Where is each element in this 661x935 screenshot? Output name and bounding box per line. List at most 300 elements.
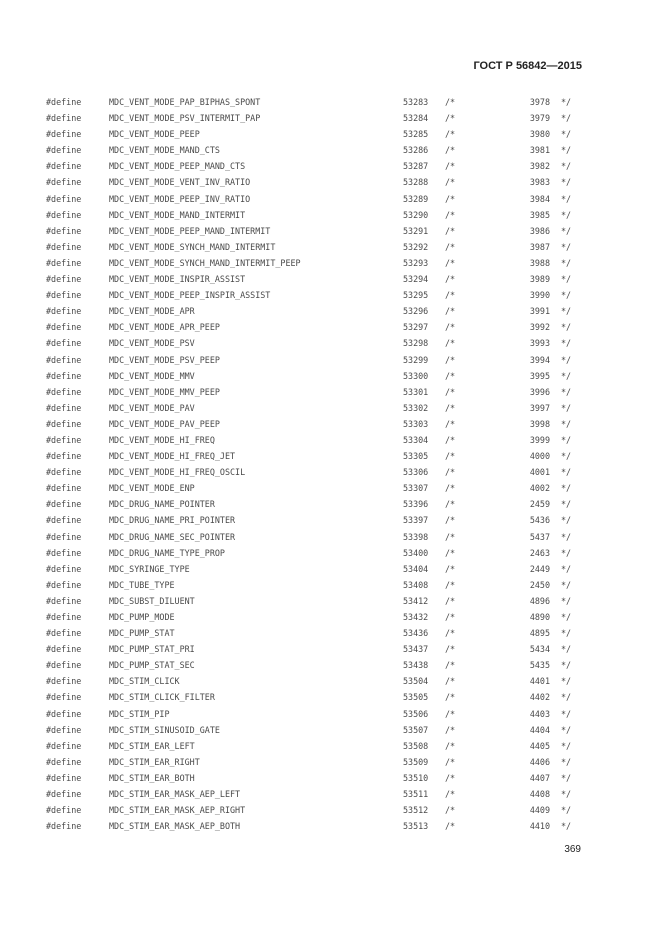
reference-number: 3982 [529,161,550,172]
comment-open: /* [445,418,456,429]
constant-name: MDC_STIM_EAR_MASK_AEP_RIGHT [109,805,246,816]
constant-code: 53307 [403,483,429,494]
constant-code: 53505 [403,692,429,703]
reference-number: 4402 [529,692,550,703]
comment-open: /* [445,499,456,510]
comment-close: */ [561,161,572,172]
constant-code: 53295 [403,290,429,301]
comment-close: */ [561,692,572,703]
define-keyword: #define [46,129,82,140]
constant-name: MDC_SYRINGE_TYPE [109,563,190,574]
comment-open: /* [445,177,456,188]
comment-open: /* [445,531,456,542]
comment-close: */ [561,595,572,606]
comment-close: */ [561,418,572,429]
comment-open: /* [445,113,456,124]
reference-number: 3996 [529,386,550,397]
constant-name: MDC_VENT_MODE_PEEP_MAND_INTERMIT [109,225,271,236]
comment-open: /* [445,547,456,558]
reference-number: 2459 [529,499,550,510]
reference-number: 3985 [529,209,550,220]
define-line [46,738,586,754]
reference-number: 4409 [529,805,550,816]
reference-number: 4890 [529,612,550,622]
constant-name: MDC_VENT_MODE_VENT_INV_RATIO [109,177,251,188]
comment-open: /* [445,628,456,639]
constant-name: MDC_VENT_MODE_MMV_PEEP [109,386,220,397]
reference-number: 4001 [529,467,550,478]
reference-number: 4410 [529,821,550,832]
constant-code: 53306 [403,467,429,478]
constant-name: MDC_DRUG_NAME_POINTER [109,499,215,510]
comment-close: */ [561,113,572,124]
define-keyword: #define [46,660,82,671]
define-keyword: #define [46,402,82,413]
constant-code: 53294 [403,274,429,285]
define-line [46,223,586,239]
reference-number: 3997 [529,402,550,413]
define-line [46,158,586,174]
comment-open: /* [445,756,456,767]
constant-name: MDC_VENT_MODE_MAND_INTERMIT [109,209,246,220]
reference-number: 2450 [529,579,550,590]
comment-close: */ [561,97,572,107]
define-keyword: #define [46,772,82,783]
reference-number: 3988 [529,257,550,268]
comment-close: */ [561,290,572,301]
reference-number: 4896 [529,595,550,606]
define-line [46,303,586,319]
define-line [46,577,586,593]
comment-close: */ [561,209,572,220]
comment-open: /* [445,97,456,107]
define-keyword: #define [46,241,82,252]
define-keyword: #define [46,547,82,558]
constant-code: 53438 [403,660,429,671]
define-line [46,239,586,255]
comment-open: /* [445,306,456,317]
define-keyword: #define [46,161,82,172]
constant-code: 53299 [403,354,429,365]
page-number: 369 [564,844,581,855]
constant-name: MDC_VENT_MODE_PSV_INTERMIT_PAP [109,113,261,124]
constant-code: 53303 [403,418,429,429]
reference-number: 3979 [529,113,550,124]
comment-open: /* [445,354,456,365]
constant-code: 53301 [403,386,429,397]
comment-open: /* [445,322,456,333]
comment-open: /* [445,789,456,800]
constant-name: MDC_STIM_EAR_RIGHT [109,756,200,767]
define-keyword: #define [46,708,82,719]
comment-open: /* [445,402,456,413]
define-keyword: #define [46,451,82,462]
define-line [46,142,586,158]
comment-close: */ [561,402,572,413]
define-keyword: #define [46,612,82,622]
define-keyword: #define [46,274,82,285]
reference-number: 3980 [529,129,550,140]
define-keyword: #define [46,821,82,832]
reference-number: 4000 [529,451,550,462]
comment-close: */ [561,145,572,156]
comment-close: */ [561,805,572,816]
constant-code: 53398 [403,531,429,542]
define-keyword: #define [46,257,82,268]
comment-open: /* [445,805,456,816]
define-keyword: #define [46,467,82,478]
constant-name: MDC_TUBE_TYPE [109,579,175,590]
constant-code: 53511 [403,789,429,800]
define-keyword: #define [46,97,82,107]
comment-close: */ [561,531,572,542]
constant-name: MDC_VENT_MODE_PAV_PEEP [109,418,220,429]
reference-number: 4895 [529,628,550,639]
comment-open: /* [445,434,456,445]
comment-close: */ [561,483,572,494]
constant-name: MDC_STIM_CLICK_FILTER [109,692,215,703]
define-line [46,770,586,786]
comment-close: */ [561,225,572,236]
define-line [46,529,586,545]
define-keyword: #define [46,338,82,349]
comment-open: /* [445,257,456,268]
comment-open: /* [445,209,456,220]
comment-open: /* [445,644,456,655]
reference-number: 3978 [529,97,550,107]
constant-name: MDC_VENT_MODE_APR [109,306,195,317]
comment-close: */ [561,644,572,655]
define-keyword: #define [46,789,82,800]
define-line [46,384,586,400]
comment-open: /* [445,724,456,735]
define-keyword: #define [46,177,82,188]
reference-number: 5436 [529,515,550,526]
define-keyword: #define [46,740,82,751]
define-line [46,319,586,335]
define-keyword: #define [46,418,82,429]
comment-open: /* [445,290,456,301]
define-line [46,448,586,464]
define-line [46,94,586,110]
reference-number: 3990 [529,290,550,301]
define-line [46,657,586,673]
comment-open: /* [445,595,456,606]
define-line [46,110,586,126]
reference-number: 3995 [529,370,550,381]
comment-open: /* [445,386,456,397]
reference-number: 2449 [529,563,550,574]
constant-name: MDC_STIM_EAR_LEFT [109,740,195,751]
constant-name: MDC_STIM_EAR_MASK_AEP_LEFT [109,789,241,800]
constant-code: 53304 [403,434,429,445]
comment-close: */ [561,386,572,397]
comment-open: /* [445,467,456,478]
constant-code: 53289 [403,193,429,204]
constant-code: 53300 [403,370,429,381]
define-line [46,368,586,384]
define-keyword: #define [46,113,82,124]
reference-number: 4404 [529,724,550,735]
reference-number: 4403 [529,708,550,719]
constant-name: MDC_VENT_MODE_INSPIR_ASSIST [109,274,246,285]
define-keyword: #define [46,354,82,365]
constant-name: MDC_VENT_MODE_HI_FREQ [109,434,215,445]
define-line [46,802,586,818]
comment-close: */ [561,740,572,751]
reference-number: 3993 [529,338,550,349]
constant-name: MDC_VENT_MODE_PAV [109,402,195,413]
define-line [46,641,586,657]
constant-code: 53437 [403,644,429,655]
comment-close: */ [561,708,572,719]
comment-close: */ [561,434,572,445]
comment-open: /* [445,370,456,381]
constant-code: 53400 [403,547,429,558]
constant-name: MDC_DRUG_NAME_SEC_POINTER [109,531,236,542]
comment-close: */ [561,579,572,590]
constant-code: 53512 [403,805,429,816]
constant-name: MDC_VENT_MODE_SYNCH_MAND_INTERMIT [109,241,276,252]
constant-code: 53288 [403,177,429,188]
comment-open: /* [445,274,456,285]
comment-open: /* [445,660,456,671]
comment-close: */ [561,241,572,252]
reference-number: 3987 [529,241,550,252]
constant-code: 53285 [403,129,429,140]
reference-number: 5434 [529,644,550,655]
define-keyword: #define [46,724,82,735]
comment-close: */ [561,563,572,574]
define-keyword: #define [46,386,82,397]
comment-open: /* [445,676,456,687]
reference-number: 4401 [529,676,550,687]
define-line [46,561,586,577]
define-line [46,287,586,303]
define-line [46,335,586,351]
constant-name: MDC_VENT_MODE_PEEP_INV_RATIO [109,193,251,204]
reference-number: 3998 [529,418,550,429]
reference-number: 3983 [529,177,550,188]
constant-code: 53293 [403,257,429,268]
define-line [46,174,586,190]
constant-name: MDC_PUMP_STAT_SEC [109,660,195,671]
define-line [46,352,586,368]
define-line [46,609,586,625]
reference-number: 2463 [529,547,550,558]
define-keyword: #define [46,193,82,204]
define-line [46,480,586,496]
reference-number: 4408 [529,789,550,800]
constant-name: MDC_VENT_MODE_PSV_PEEP [109,354,220,365]
comment-close: */ [561,129,572,140]
constant-code: 53283 [403,97,429,107]
constant-code: 53291 [403,225,429,236]
reference-number: 4406 [529,756,550,767]
comment-close: */ [561,612,572,622]
constant-code: 53504 [403,676,429,687]
reference-number: 4002 [529,483,550,494]
comment-close: */ [561,451,572,462]
define-keyword: #define [46,145,82,156]
define-keyword: #define [46,499,82,510]
constant-name: MDC_SUBST_DILUENT [109,595,195,606]
constant-name: MDC_STIM_CLICK [109,676,180,687]
reference-number: 3984 [529,193,550,204]
comment-close: */ [561,724,572,735]
define-line [46,432,586,448]
define-keyword: #define [46,483,82,494]
define-line [46,593,586,609]
comment-open: /* [445,161,456,172]
define-line [46,625,586,641]
comment-close: */ [561,338,572,349]
comment-close: */ [561,193,572,204]
define-keyword: #define [46,563,82,574]
define-line [46,400,586,416]
comment-close: */ [561,772,572,783]
constant-name: MDC_PUMP_MODE [109,612,175,622]
define-keyword: #define [46,434,82,445]
constant-code: 53506 [403,708,429,719]
comment-open: /* [445,145,456,156]
define-line [46,689,586,705]
comment-open: /* [445,740,456,751]
define-keyword: #define [46,209,82,220]
constant-name: MDC_STIM_PIP [109,708,170,719]
constant-name: MDC_PUMP_STAT_PRI [109,644,195,655]
define-line [46,191,586,207]
define-keyword: #define [46,628,82,639]
comment-close: */ [561,756,572,767]
constant-code: 53397 [403,515,429,526]
constant-name: MDC_VENT_MODE_MAND_CTS [109,145,220,156]
define-line [46,126,586,142]
define-listing [46,94,586,834]
comment-open: /* [445,692,456,703]
constant-name: MDC_PUMP_STAT [109,628,175,639]
constant-code: 53404 [403,563,429,574]
comment-close: */ [561,628,572,639]
constant-name: MDC_VENT_MODE_APR_PEEP [109,322,220,333]
constant-name: MDC_DRUG_NAME_PRI_POINTER [109,515,236,526]
reference-number: 4405 [529,740,550,751]
constant-code: 53284 [403,113,429,124]
constant-name: MDC_VENT_MODE_PAP_BIPHAS_SPONT [109,97,261,107]
constant-code: 53396 [403,499,429,510]
constant-name: MDC_VENT_MODE_MMV [109,370,195,381]
comment-close: */ [561,547,572,558]
comment-close: */ [561,676,572,687]
comment-close: */ [561,257,572,268]
define-line [46,706,586,722]
constant-name: MDC_VENT_MODE_HI_FREQ_OSCIL [109,467,246,478]
comment-open: /* [445,708,456,719]
define-line [46,512,586,528]
comment-open: /* [445,241,456,252]
comment-open: /* [445,563,456,574]
constant-name: MDC_VENT_MODE_SYNCH_MAND_INTERMIT_PEEP [109,257,301,268]
comment-close: */ [561,789,572,800]
define-keyword: #define [46,225,82,236]
comment-close: */ [561,467,572,478]
constant-code: 53507 [403,724,429,735]
constant-code: 53292 [403,241,429,252]
comment-open: /* [445,338,456,349]
constant-code: 53432 [403,612,429,622]
comment-open: /* [445,225,456,236]
constant-name: MDC_STIM_EAR_MASK_AEP_BOTH [109,821,241,832]
define-line [46,786,586,802]
define-line [46,545,586,561]
define-line [46,754,586,770]
define-keyword: #define [46,306,82,317]
reference-number: 3994 [529,354,550,365]
comment-close: */ [561,177,572,188]
comment-close: */ [561,499,572,510]
define-keyword: #define [46,595,82,606]
define-keyword: #define [46,370,82,381]
constant-code: 53509 [403,756,429,767]
define-line [46,673,586,689]
define-line [46,464,586,480]
document-header: ГОСТ Р 56842—2015 [473,60,582,72]
reference-number: 3992 [529,322,550,333]
define-line [46,255,586,271]
comment-close: */ [561,660,572,671]
constant-name: MDC_DRUG_NAME_TYPE_PROP [109,547,225,558]
comment-open: /* [445,579,456,590]
constant-name: MDC_STIM_SINUSOID_GATE [109,724,220,735]
comment-open: /* [445,451,456,462]
reference-number: 3981 [529,145,550,156]
define-line [46,416,586,432]
comment-close: */ [561,306,572,317]
comment-close: */ [561,322,572,333]
define-keyword: #define [46,515,82,526]
define-keyword: #define [46,644,82,655]
define-keyword: #define [46,290,82,301]
comment-close: */ [561,354,572,365]
constant-code: 53287 [403,161,429,172]
comment-close: */ [561,821,572,832]
reference-number: 5437 [529,531,550,542]
define-keyword: #define [46,692,82,703]
constant-name: MDC_VENT_MODE_HI_FREQ_JET [109,451,236,462]
define-keyword: #define [46,531,82,542]
comment-open: /* [445,193,456,204]
define-keyword: #define [46,756,82,767]
constant-code: 53513 [403,821,429,832]
comment-open: /* [445,483,456,494]
comment-close: */ [561,515,572,526]
constant-name: MDC_VENT_MODE_PSV [109,338,195,349]
reference-number: 5435 [529,660,550,671]
define-keyword: #define [46,322,82,333]
comment-open: /* [445,515,456,526]
reference-number: 3986 [529,225,550,236]
define-keyword: #define [46,676,82,687]
constant-name: MDC_VENT_MODE_PEEP_MAND_CTS [109,161,246,172]
constant-code: 53408 [403,579,429,590]
constant-name: MDC_STIM_EAR_BOTH [109,772,195,783]
reference-number: 3999 [529,434,550,445]
constant-name: MDC_VENT_MODE_PEEP_INSPIR_ASSIST [109,290,271,301]
define-line [46,496,586,512]
constant-code: 53508 [403,740,429,751]
constant-code: 53297 [403,322,429,333]
constant-code: 53412 [403,595,429,606]
